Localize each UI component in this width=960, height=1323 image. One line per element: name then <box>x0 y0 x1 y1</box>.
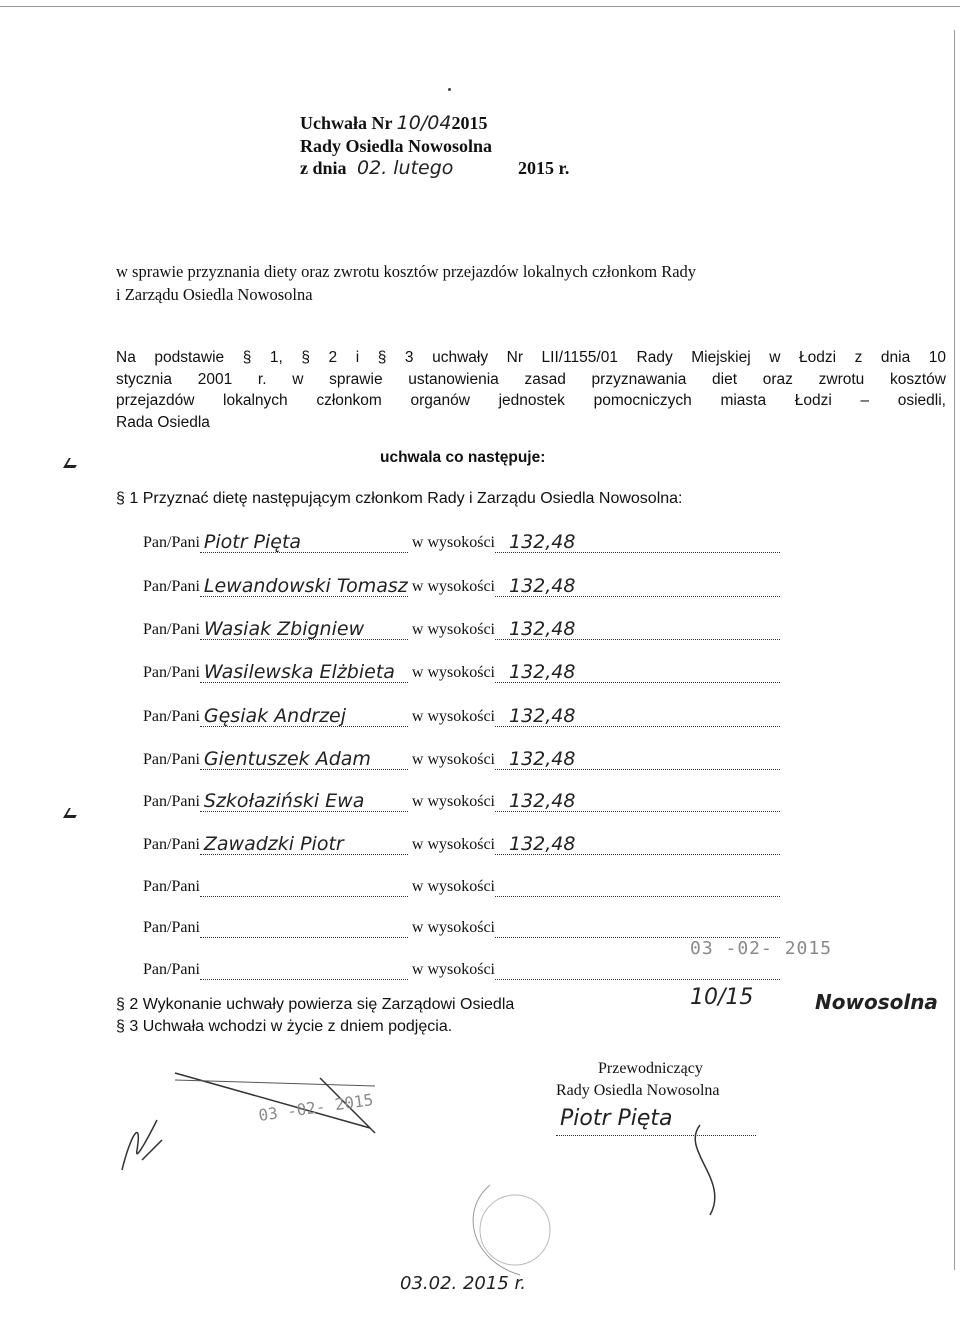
person-label: Pan/Pani <box>143 621 200 638</box>
person-label: Pan/Pani <box>143 751 200 768</box>
preamble-line-3: przejazdów lokalnych członkom organów jednostek pomocniczych miasta Łodzi – osiedli, <box>116 392 946 409</box>
preamble-line-1: Na podstawie § 1, § 2 i § 3 uchwały Nr LII/1155/01 Rady Miejskiej w Łodzi z dnia 10 <box>116 349 946 366</box>
amount-field <box>495 748 780 770</box>
name-hand: Gientuszek Adam <box>203 748 371 770</box>
name-hand: Szkołaziński Ewa <box>203 790 365 812</box>
amount-field <box>495 705 780 727</box>
name-hand: Gęsiak Andrzej <box>203 705 347 727</box>
signature-role: Przewodniczący <box>598 1060 703 1077</box>
amount-hand: 132,48 <box>509 575 576 597</box>
table-row <box>143 835 823 855</box>
margin-mark-2 <box>63 808 81 818</box>
person-label: Pan/Pani <box>143 708 200 725</box>
name-field <box>200 661 408 683</box>
name-hand: Wasilewska Elżbieta <box>203 661 395 683</box>
name-hand: Wasiak Zbigniew <box>203 618 365 640</box>
date-hand: 02. lutego <box>357 157 454 179</box>
scan-edge-right <box>954 30 955 1270</box>
amount-hand: 132,48 <box>509 833 576 855</box>
name-field <box>200 963 408 980</box>
resolution-number-hand: 10/04 <box>396 112 452 134</box>
name-field <box>200 575 408 597</box>
table-row <box>143 960 823 980</box>
person-label: Pan/Pani <box>143 534 200 551</box>
amount-label: w wysokości <box>411 919 495 936</box>
signature-org: Rady Osiedla Nowosolna <box>556 1082 720 1099</box>
resolution-date: z dnia 02. lutego 2015 r. <box>300 157 570 179</box>
amount-label: w wysokości <box>411 578 495 595</box>
name-field <box>200 748 408 770</box>
amount-field <box>495 833 780 855</box>
left-date-stamp: 03 -02- 2015 <box>257 1090 375 1125</box>
person-label: Pan/Pani <box>143 793 200 810</box>
amount-hand: 132,48 <box>509 618 576 640</box>
scan-edge-top <box>0 6 960 7</box>
bottom-date-hand: 03.02. 2015 r. <box>400 1273 526 1294</box>
subject <box>116 262 946 304</box>
preamble-line-4: Rada Osiedla <box>116 413 210 431</box>
subject-line-1: w sprawie przyznania diety oraz zwrotu kosztów przejazdów lokalnych członkom Rady <box>116 262 697 281</box>
person-label: Pan/Pani <box>143 664 200 681</box>
name-hand: Lewandowski Tomasz <box>203 575 408 597</box>
name-hand: Piotr Pięta <box>203 531 302 553</box>
name-field <box>200 833 408 855</box>
signature-flourish <box>640 1120 760 1220</box>
paragraph-2: § 2 Wykonanie uchwały powierza się Zarządowi Osiedla <box>116 996 515 1013</box>
person-label: Pan/Pani <box>143 961 200 978</box>
amount-hand: 132,48 <box>509 748 576 770</box>
amount-field <box>495 661 780 683</box>
preamble <box>116 347 946 433</box>
amount-label: w wysokości <box>411 793 495 810</box>
paragraph-1: § 1 Przyznać dietę następującym członkom Rady i Zarządu Osiedla Nowosolna: <box>116 490 683 507</box>
name-hand: Zawadzki Piotr <box>203 833 344 855</box>
amount-field <box>495 790 780 812</box>
table-row <box>143 533 823 553</box>
council-name: Rady Osiedla Nowosolna <box>300 136 493 156</box>
amount-label: w wysokości <box>411 836 495 853</box>
register-number-hand: 10/15 <box>690 985 754 1010</box>
amount-label: w wysokości <box>411 664 495 681</box>
amount-field <box>495 618 780 640</box>
dot-mark <box>448 88 451 91</box>
name-field <box>200 790 408 812</box>
table-row <box>143 707 823 727</box>
person-label: Pan/Pani <box>143 578 200 595</box>
name-field <box>200 880 408 897</box>
nowosolna-hand: Nowosolna <box>815 990 938 1014</box>
person-label: Pan/Pani <box>143 878 200 895</box>
amount-hand: 132,48 <box>509 661 576 683</box>
amount-field <box>495 531 780 553</box>
table-row <box>143 918 823 938</box>
table-row <box>143 877 823 897</box>
name-field <box>200 531 408 553</box>
amount-label: w wysokości <box>411 708 495 725</box>
received-date-stamp: 03 -02- 2015 <box>690 938 833 959</box>
person-label: Pan/Pani <box>143 919 200 936</box>
name-field <box>200 921 408 938</box>
subject-line-2: i Zarządu Osiedla Nowosolna <box>116 285 313 304</box>
amount-field <box>495 880 780 897</box>
margin-mark-1 <box>63 458 81 468</box>
amount-label: w wysokości <box>411 534 495 551</box>
name-field <box>200 705 408 727</box>
person-label: Pan/Pani <box>143 836 200 853</box>
amount-hand: 132,48 <box>509 705 576 727</box>
resolution-title: Uchwała Nr 10/042015 <box>300 112 488 134</box>
table-row <box>143 750 823 770</box>
table-row <box>143 620 823 640</box>
amount-label: w wysokości <box>411 961 495 978</box>
amount-label: w wysokości <box>411 878 495 895</box>
preamble-line-2: stycznia 2001 r. w sprawie ustanowienia zasad przyznawania diet oraz zwrotu kosztów <box>116 370 946 388</box>
initials-scribble <box>112 1110 172 1180</box>
amount-field <box>495 963 780 980</box>
amount-field <box>495 575 780 597</box>
amount-field <box>495 921 780 938</box>
amount-label: w wysokości <box>411 751 495 768</box>
amount-hand: 132,48 <box>509 790 576 812</box>
paragraph-3: § 3 Uchwała wchodzi w życie z dniem podjęcia. <box>116 1018 453 1035</box>
table-row <box>143 792 823 812</box>
table-row <box>143 577 823 597</box>
signature-hand: Piotr Pięta <box>560 1106 673 1131</box>
amount-label: w wysokości <box>411 621 495 638</box>
amount-hand: 132,48 <box>509 531 576 553</box>
decides-heading: uchwala co następuje: <box>380 449 546 466</box>
table-row <box>143 663 823 683</box>
name-field <box>200 618 408 640</box>
